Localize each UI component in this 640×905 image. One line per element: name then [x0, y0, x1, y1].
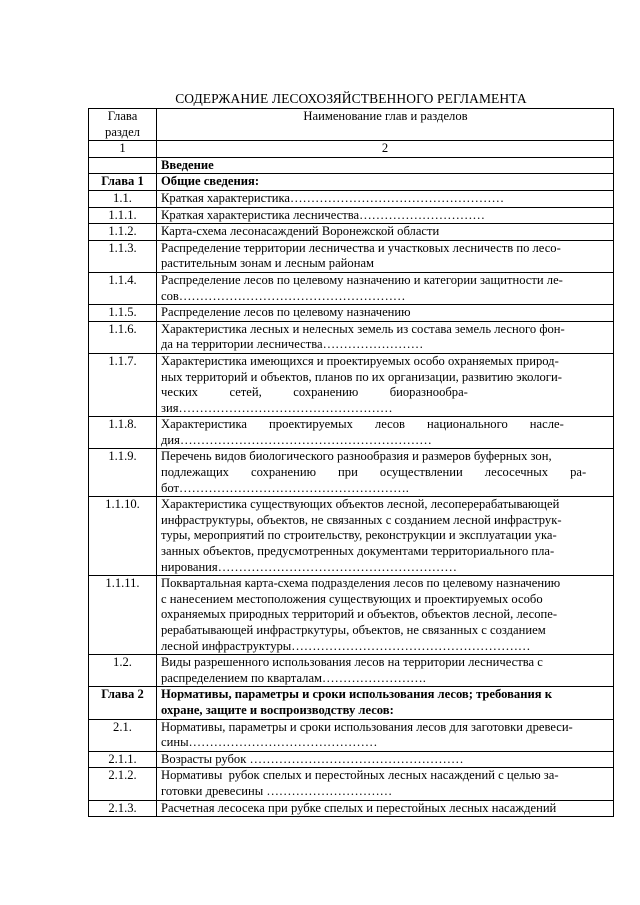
- toc-section-title-cell: [157, 751, 614, 768]
- document-title: СОДЕРЖАНИЕ ЛЕСОХОЗЯЙСТВЕННОГО РЕГЛАМЕНТА: [175, 91, 527, 106]
- toc-section-title: Нормативы, параметры и сроки использования лесов; требования к охране, защите и воспроизводству лесов:: [161, 687, 552, 717]
- toc-row: [89, 224, 614, 241]
- toc-section-title: Поквартальная карта-схема подразделения лесов по целевому назначению с нанесением местоположения существующих и проектируемых особо охраняемых природных территорий и объектов, объектов лесной, лесопе- рерабатывающей инфрастркутуры, объектов, не связанных с созданием лесной инфраструктуры…………………………………………………: [161, 576, 561, 653]
- toc-section-number-cell: [89, 719, 157, 751]
- toc-row: [89, 207, 614, 224]
- toc-section-title-cell: [157, 768, 614, 800]
- toc-row: [89, 768, 614, 800]
- toc-section-number-cell: [89, 687, 157, 719]
- toc-section-title: Характеристика лесных и нелесных земель из состава земель лесного фон- да на территории лесничества……………………: [161, 321, 565, 352]
- toc-row: [89, 157, 614, 174]
- toc-section-title: Характеристика проектируемых лесов национального насле- дия……………………………………………………: [161, 417, 564, 447]
- toc-section-number-cell: [89, 800, 157, 817]
- toc-row: [89, 687, 614, 719]
- toc-section-number-cell: [89, 321, 157, 353]
- toc-section-title: Распределение территории лесничества и участковых лесничеств по лесо- растительным зонам и лесным районам: [161, 240, 561, 271]
- toc-section-title-cell: [157, 190, 614, 207]
- toc-row: [89, 576, 614, 655]
- toc-row: [89, 305, 614, 322]
- toc-section-number: 1.1.9.: [108, 449, 137, 464]
- toc-section-number: 1.1.3.: [108, 240, 137, 255]
- header-name-label: Наименование глав и разделов: [303, 109, 468, 123]
- toc-section-number-cell: [89, 655, 157, 687]
- toc-section-number: 1.1.2.: [108, 224, 137, 239]
- numbering-cell-2: [157, 141, 614, 158]
- toc-section-title: Характеристика существующих объектов лесной, лесоперерабатывающей инфраструктуры, объектов, не связанных с созданием лесной инфраструк- туры, мероприятий по строительству, реконструкции и эксплуатации ука- занных объектов, предусмотренных документами территориального пла- нирования…………………………………………………: [161, 497, 562, 574]
- toc-section-number: Глава 1: [101, 174, 144, 189]
- toc-section-title-cell: [157, 240, 614, 272]
- toc-row: [89, 719, 614, 751]
- toc-row: [89, 497, 614, 576]
- toc-section-title-cell: [157, 207, 614, 224]
- toc-section-number: 2.1.1.: [108, 751, 137, 766]
- toc-section-number-cell: [89, 272, 157, 304]
- toc-section-number-cell: [89, 240, 157, 272]
- toc-section-title: Перечень видов биологического разнообразия и размеров буферных зон, подлежащих сохранению при осуществлении лесосечных ра- бот……………………………………………….: [161, 449, 587, 495]
- toc-section-number: 2.1.: [113, 719, 132, 734]
- toc-section-number-cell: [89, 157, 157, 174]
- toc-section-title: Общие сведения:: [161, 174, 260, 189]
- toc-section-number: 1.1.4.: [108, 272, 137, 287]
- toc-row: [89, 353, 614, 416]
- header-name-cell: [157, 109, 614, 141]
- toc-section-title-cell: [157, 174, 614, 191]
- toc-section-title-cell: [157, 800, 614, 817]
- toc-section-title: Распределение лесов по целевому назначению и категории защитности ле- сов………………………………………………: [161, 272, 563, 303]
- toc-row: [89, 174, 614, 191]
- toc-section-number: 1.1.10.: [105, 497, 140, 512]
- toc-section-number-cell: [89, 768, 157, 800]
- toc-section-title: Краткая характеристика……………………………………………: [161, 190, 505, 205]
- toc-section-title-cell: [157, 353, 614, 416]
- toc-section-title-cell: [157, 655, 614, 687]
- toc-row: [89, 272, 614, 304]
- toc-section-number-cell: [89, 190, 157, 207]
- toc-numbering-row: [89, 141, 614, 158]
- toc-row: [89, 449, 614, 497]
- toc-section-title-cell: [157, 305, 614, 322]
- toc-section-number: 2.1.2.: [108, 768, 137, 783]
- toc-section-title: Введение: [161, 157, 214, 172]
- toc-section-title-cell: [157, 687, 614, 719]
- toc-section-number-cell: [89, 305, 157, 322]
- toc-section-title: Краткая характеристика лесничества…………………………: [161, 207, 486, 222]
- toc-section-number: 1.1.7.: [108, 353, 137, 368]
- toc-section-number: 2.1.3.: [108, 800, 137, 815]
- toc-section-number-cell: [89, 576, 157, 655]
- toc-section-number-cell: [89, 497, 157, 576]
- header-chapter-cell: [89, 109, 157, 141]
- toc-section-title: Виды разрешенного использования лесов на территории лесничества с распределением по кварталам…………………….: [161, 655, 543, 685]
- toc-section-number: 1.1.1.: [108, 207, 137, 222]
- toc-section-title: Возрасты рубок ……………………………………………: [161, 751, 464, 766]
- numbering-cell-1: [89, 141, 157, 158]
- toc-section-title: Характеристика имеющихся и проектируемых особо охраняемых природ- ных территорий и объектов, планов по их организации, развитию экологи- ческих сетей, сохранению биоразнообра- зия……………………………………………: [161, 353, 562, 415]
- toc-section-title-cell: [157, 157, 614, 174]
- toc-section-number: 1.1.5.: [108, 305, 137, 320]
- numbering-label-1: 1: [119, 141, 126, 156]
- toc-section-title: Распределение лесов по целевому назначению: [161, 305, 411, 320]
- toc-section-number-cell: [89, 174, 157, 191]
- toc-row: [89, 417, 614, 449]
- toc-section-number-cell: [89, 751, 157, 768]
- toc-section-title: Нормативы, параметры и сроки использования лесов для заготовки древеси- сины………………………………………: [161, 719, 573, 750]
- toc-section-title: Нормативы рубок спелых и перестойных лесных насаждений с целью за- готовки древесины …………………………: [161, 768, 559, 798]
- toc-row: [89, 190, 614, 207]
- toc-section-number: 1.2.: [113, 655, 132, 670]
- numbering-label-2: 2: [381, 141, 389, 156]
- header-chapter-label: Глава раздел: [105, 109, 140, 139]
- toc-row: [89, 800, 614, 817]
- toc-row: [89, 751, 614, 768]
- toc-row: [89, 321, 614, 353]
- toc-section-title-cell: [157, 449, 614, 497]
- toc-section-number-cell: [89, 207, 157, 224]
- toc-section-title-cell: [157, 272, 614, 304]
- toc-section-number-cell: [89, 353, 157, 416]
- toc-section-number-cell: [89, 449, 157, 497]
- toc-section-title-cell: [157, 224, 614, 241]
- toc-section-number: Глава 2: [101, 687, 144, 702]
- toc-section-title-cell: [157, 497, 614, 576]
- toc-section-number-cell: [89, 417, 157, 449]
- toc-section-title-cell: [157, 719, 614, 751]
- toc-header-row: [89, 109, 614, 141]
- toc-table: [88, 108, 614, 817]
- toc-section-title: Расчетная лесосека при рубке спелых и перестойных лесных насаждений: [161, 800, 557, 815]
- toc-section-number-cell: [89, 224, 157, 241]
- toc-row: [89, 240, 614, 272]
- toc-section-title-cell: [157, 576, 614, 655]
- toc-row: [89, 655, 614, 687]
- toc-section-number: 1.1.8.: [108, 417, 137, 432]
- toc-section-number: 1.1.: [113, 190, 132, 205]
- toc-section-title: Карта-схема лесонасаждений Воронежской области: [161, 224, 440, 239]
- toc-section-title-cell: [157, 321, 614, 353]
- toc-section-title-cell: [157, 417, 614, 449]
- toc-section-number: 1.1.11.: [105, 576, 140, 591]
- toc-section-number: 1.1.6.: [108, 321, 137, 336]
